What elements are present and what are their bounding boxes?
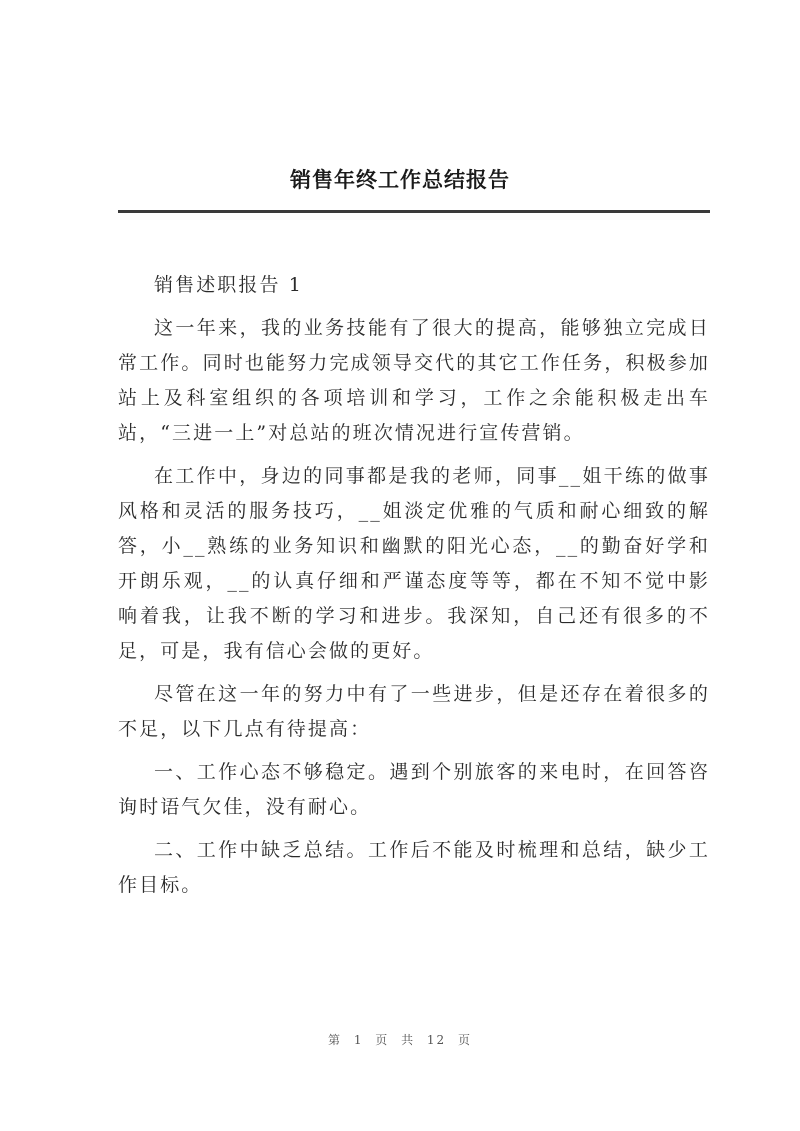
paragraph-2: 在工作中，身边的同事都是我的老师，同事__姐干练的做事风格和灵活的服务技巧，__姐淡定优雅的气质和耐心细致的解答，小__熟练的业务知识和幽默的阳光心态，__的勤奋好学和开朗乐观，__的认真仔细和严谨态度等等，都在不知不觉中影响着我，让我不断的学习和进步。我深知，自己还有很多的不足，可是，我有信心会做的更好。 xyxy=(118,465,710,662)
page-title: 销售年终工作总结报告 xyxy=(290,167,510,192)
paragraph-4: 一、工作心态不够稳定。遇到个别旅客的来电时，在回答咨询时语气欠佳，没有耐心。 xyxy=(118,761,710,818)
title-divider xyxy=(118,210,710,213)
section-heading: 销售述职报告 1 xyxy=(154,274,303,296)
paragraph-1: 这一年来，我的业务技能有了很大的提高，能够独立完成日常工作。同时也能努力完成领导交代的其它工作任务，积极参加站上及科室组织的各项培训和学习，工作之余能积极走出车站，“三进一上”对总站的班次情况进行宣传营销。 xyxy=(118,317,710,444)
page-footer: 第 1 页 共 12 页 xyxy=(328,1033,472,1047)
document-body xyxy=(118,268,710,911)
paragraph-5: 二、工作中缺乏总结。工作后不能及时梳理和总结，缺少工作目标。 xyxy=(118,839,710,896)
paragraph-3: 尽管在这一年的努力中有了一些进步，但是还存在着很多的不足，以下几点有待提高： xyxy=(118,683,710,740)
